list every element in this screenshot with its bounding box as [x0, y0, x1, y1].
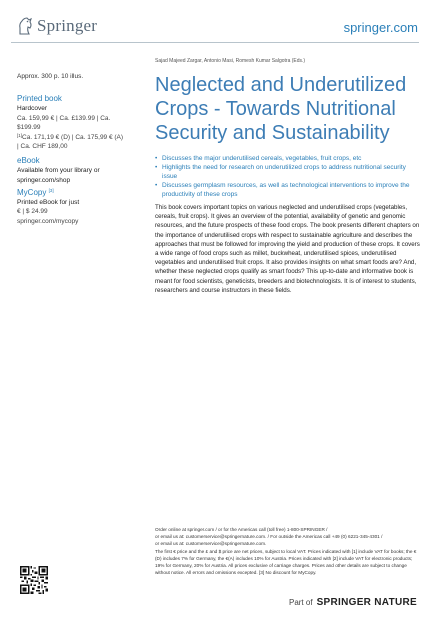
site-link[interactable]: springer.com — [343, 20, 418, 35]
springer-nature-brand: SPRINGER NATURE — [316, 597, 417, 608]
highlights-list — [155, 154, 421, 199]
ebook-heading: eBook — [17, 155, 40, 165]
publisher-name: Springer — [37, 16, 98, 35]
main-content — [155, 58, 421, 295]
mycopy-label: MyCopy — [17, 188, 47, 197]
ebook-line-1: Available from your library or — [17, 167, 100, 174]
legal-notice: The first € price and the £ and $ price are net prices, subject to local VAT. Prices indicated with [1] include VAT for books; the €(D) includes 7% for Germany, the €(A) includes 10% for Austria. Prices indicated with [2] include VAT for electronic products; 19% for Germany, 20% for Austria. All prices exclusive of carriage charges. Prices and other details are subject to change without notice. All errors and omissions excepted. [3] No discount for MyCopy. — [155, 549, 417, 575]
highlight-item: • Discusses germplasm resources, as well as technological interventions to improve the productivity of these crops — [155, 181, 421, 199]
price-line-3-text: Ca. 171,19 € (D) | Ca. 175,99 € (A) — [22, 133, 124, 141]
editors: Sajad Majeed Zargar, Antonio Masi, Romesh Kumar Salgotra (Eds.) — [155, 58, 306, 64]
springer-nature-logo[interactable] — [289, 597, 417, 608]
page-header — [0, 0, 430, 44]
order-line-3: or email us at: customerservice@springernature.com. — [155, 540, 267, 546]
book-title: Neglected and Underutilized Crops - Towards Nutritional Security and Sustainability — [155, 74, 407, 144]
price-line-3 — [17, 133, 145, 143]
order-line-1: Order online at springer.com / or for the Americas call (toll free) 1-800-SPRINGER / — [155, 527, 328, 532]
sidebar — [17, 72, 145, 226]
qr-code-icon[interactable] — [20, 566, 48, 594]
highlight-item: • Highlights the need for research on underutilized crops to address nutritional security issue — [155, 163, 421, 181]
springer-horse-icon — [17, 17, 33, 35]
part-of-label: Part of — [288, 598, 313, 607]
springer-logo[interactable] — [17, 16, 97, 36]
mycopy-heading — [17, 188, 145, 198]
ebook-shop-link[interactable]: springer.com/shop — [17, 176, 71, 184]
mycopy-line-1: Printed eBook for just — [17, 198, 80, 206]
order-line-2: or email us at: customerservice@springernature.com. / For outside the Americas call +49 (0) 6221-345-4301 / — [155, 533, 383, 539]
footnote-marker-1: [1] — [17, 132, 23, 138]
footnote-marker-3: [3] — [48, 188, 54, 193]
highlight-item: • Discusses the major underutilised cereals, vegetables, fruit crops, etc — [155, 154, 421, 163]
mycopy-price: € | $ 24.99 — [17, 208, 48, 215]
page-count: Approx. 300 p. 10 illus. — [17, 73, 84, 80]
printed-book-heading: Printed book — [17, 93, 62, 103]
mycopy-link[interactable]: springer.com/mycopy — [17, 217, 79, 225]
footer — [155, 527, 421, 579]
price-line-4: | Ca. CHF 189,00 — [17, 143, 68, 150]
order-info — [155, 527, 421, 547]
price-line-2: $199.99 — [17, 124, 41, 131]
header-divider — [11, 42, 419, 43]
book-description: This book covers important topics on various neglected and underutilised crops (vegetables, cereals, fruit crops). It gives an overview of the potential, availability of genetic and genomic resources, and the future prospects of these food crops. The book presents different chapters on the importance of underutilised crops with respect to sustainable agriculture and describes the approaches that must be followed for improving the yield and production of these crops. It covers a wide range of food crops such as millet, buckwheat, underutilised spices, underutilised vegetables and underutilised fruit crops. It also provides insights on what smart foods are? And, whether these neglected crops qualify as smart foods? This up-to-date and informative book is meant for food scientists, geneticists, breeders and biotechnologists. It is of interest to students, researchers and course instructors in these fields. — [155, 204, 420, 294]
price-line-1: Ca. 159,99 € | Ca. £139.99 | Ca. — [17, 114, 111, 122]
book-format: Hardcover — [17, 105, 47, 112]
